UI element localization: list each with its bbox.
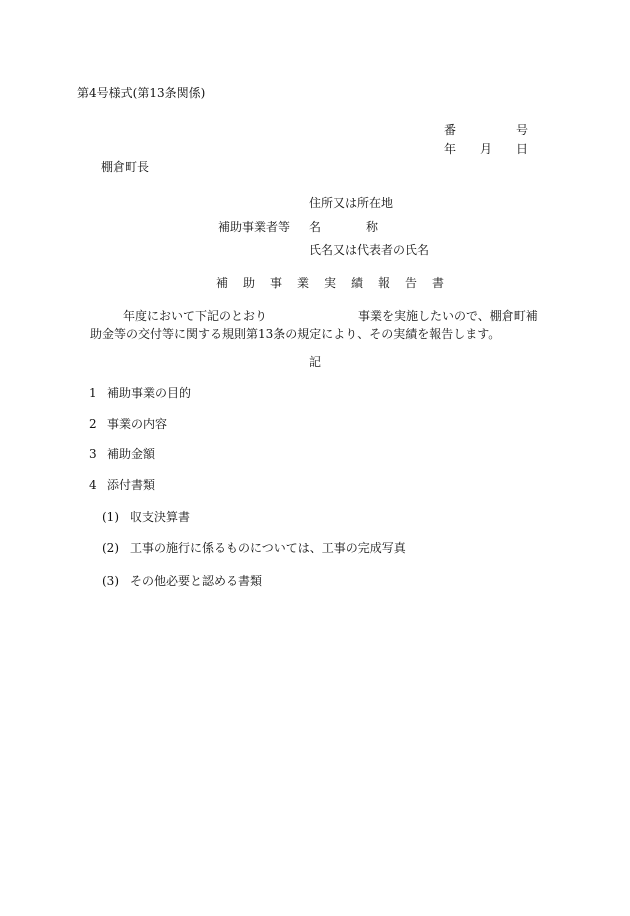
- item-number: 4: [89, 478, 97, 492]
- item-number: 3: [89, 447, 97, 461]
- body-line1-b: 事業を実施したいので、棚倉町補: [358, 309, 538, 323]
- item-number: 1: [89, 386, 97, 400]
- applicant-group-label: 補助事業者等: [218, 220, 291, 234]
- subitem-number: (2): [102, 541, 119, 555]
- address-label: 住所又は所在地: [309, 196, 394, 210]
- date-day: 日: [516, 142, 529, 156]
- body-line1-a: 年度において下記のとおり: [123, 309, 268, 323]
- number-prefix: 番: [444, 123, 457, 137]
- name-label-1: 名: [309, 220, 322, 234]
- ki-mark: 記: [309, 355, 322, 369]
- subitem-number: (3): [102, 574, 119, 588]
- date-month: 月: [480, 142, 493, 156]
- item-text: 事業の内容: [107, 417, 168, 431]
- subitem-text: 工事の施行に係るものについては、工事の完成写真: [130, 541, 406, 555]
- item-text: 補助事業の目的: [107, 386, 192, 400]
- subitem-text: その他必要と認める書類: [130, 574, 263, 588]
- number-suffix: 号: [516, 123, 529, 137]
- name-label-2: 称: [366, 220, 379, 234]
- item-text: 補助金額: [107, 447, 156, 461]
- item-text: 添付書類: [107, 478, 156, 492]
- form-label: 第4号様式(第13条関係): [77, 86, 206, 100]
- representative-label: 氏名又は代表者の氏名: [309, 243, 430, 257]
- date-year: 年: [444, 142, 457, 156]
- document-title: 補助事業実績報告書: [216, 276, 460, 290]
- subitem-number: (1): [102, 510, 119, 524]
- body-line2: 助金等の交付等に関する規則第13条の規定により、その実績を報告します。: [90, 327, 501, 341]
- addressee: 棚倉町長: [101, 160, 150, 174]
- item-number: 2: [89, 417, 97, 431]
- subitem-text: 収支決算書: [130, 510, 191, 524]
